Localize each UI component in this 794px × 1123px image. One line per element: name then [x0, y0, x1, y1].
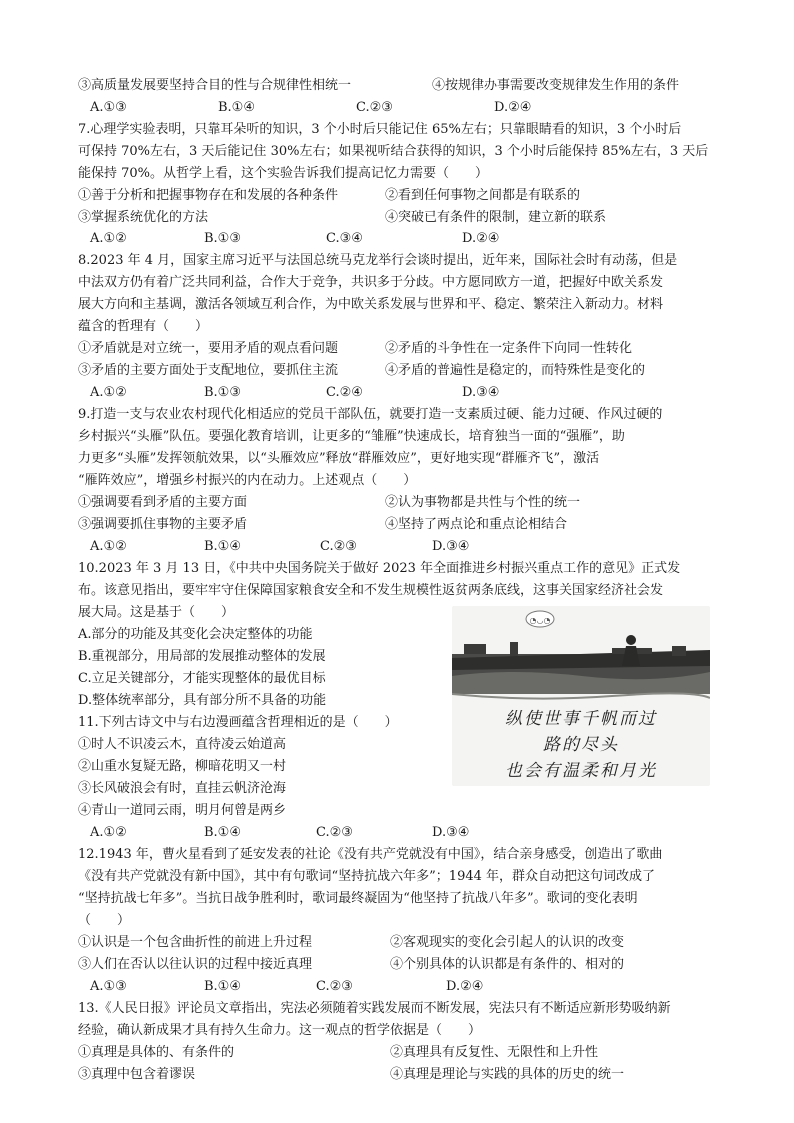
q6-statement-3: ③高质量发展要坚持合目的性与合规律性相统一 [78, 78, 352, 93]
q10-choice-b: B.重视部分，用局部的发展推动整体的发展 [78, 649, 326, 664]
q7-statement-3: ③掌握系统优化的方法 [78, 210, 209, 225]
q12-statement-2: ②客观现实的变化会引起人的认识的改变 [390, 935, 625, 950]
q7-option-b: B.①③ [204, 231, 241, 246]
q11-statement-2: ②山重水复疑无路，柳暗花明又一村 [78, 759, 287, 774]
q7-stem-line-2: 可保持 70%左右，3 天后能记住 30%左右；如果视听结合获得的知识，3 个小时后能保持 85%左右，3 天后 [78, 144, 709, 159]
q8-option-b: B.①③ [204, 385, 241, 400]
q11-option-b: B.①④ [204, 825, 241, 840]
q7-option-a: A.①② [90, 231, 127, 246]
q10-choice-d: D.整体统率部分，具有部分所不具备的功能 [78, 693, 327, 708]
q10-stem-line-2: 布。该意见指出，要牢牢守住保障国家粮食安全和不发生规模性返贫两条底线，这事关国家经济社会发 [78, 583, 664, 598]
cartoon-caption-line-3: 也会有温柔和月光 [505, 761, 657, 781]
q11-option-c: C.②③ [316, 825, 353, 840]
q9-statement-1: ①强调要看到矛盾的主要方面 [78, 495, 248, 510]
q12-option-b: B.①④ [204, 979, 241, 994]
cartoon-caption-line-2: 路的尽头 [543, 735, 619, 755]
q9-option-c: C.②③ [320, 539, 357, 554]
q6-option-d: D.②④ [494, 100, 532, 115]
q9-statement-3: ③强调要抓住事物的主要矛盾 [78, 517, 248, 532]
q6-option-a: A.①③ [90, 100, 127, 115]
q9-statement-4: ④坚持了两点论和重点论相结合 [385, 517, 568, 532]
q12-stem-line-2: 《没有共产党就没有新中国》，其中有句歌词“坚持抗战六年多”；1944 年，群众自动把这句词改成了 [78, 869, 656, 884]
q13-stem-line-1: 13.《人民日报》评论员文章指出，宪法必须随着实践发展而不断发展，宪法只有不断适应新形势吸纳新 [78, 1001, 671, 1016]
q9-option-b: B.①④ [204, 539, 241, 554]
q8-statement-2: ②矛盾的斗争性在一定条件下向同一性转化 [385, 341, 633, 356]
cartoon-illustration [452, 606, 710, 786]
q13-statement-2: ②真理具有反复性、无限性和上升性 [390, 1045, 599, 1060]
q12-option-d: D.②④ [446, 979, 484, 994]
q12-stem-line-4: （ ） [78, 913, 131, 928]
q10-stem-line-1: 10.2023 年 3 月 13 日，《中共中央国务院关于做好 2023 年全面推进乡村振兴重点工作的意见》正式发 [78, 561, 681, 576]
q13-statement-1: ①真理是具体的、有条件的 [78, 1045, 235, 1060]
q13-statement-3: ③真理中包含着谬误 [78, 1067, 196, 1082]
q12-stem-line-1: 12.1943 年，曹火星看到了延安发表的社论《没有共产党就没有中国》，结合亲身感受，创造出了歌曲 [78, 847, 663, 862]
q9-statement-2: ②认为事物都是共性与个性的统一 [385, 495, 581, 510]
q9-stem-line-2: 乡村振兴“头雁”队伍。要强化教育培训，让更多的“雏雁”快速成长，培育独当一面的“强雁”，助 [78, 429, 625, 444]
q11-statement-1: ①时人不识凌云木，直待凌云始道高 [78, 737, 287, 752]
q8-stem-line-1: 8.2023 年 4 月，国家主席习近平与法国总统马克龙举行会谈时提出，近年来，国际社会时有动荡，但是 [78, 253, 678, 268]
cartoon-caption-line-1: 纵使世事千帆而过 [505, 709, 657, 729]
svg-text:◔◡◔: ◔◡◔ [529, 616, 551, 625]
q7-option-d: D.②④ [462, 231, 500, 246]
q9-option-d: D.③④ [432, 539, 470, 554]
q12-stem-line-3: “坚持抗战七年多”。当抗日战争胜利时，歌词最终凝固为“他坚持了抗战八年多”。歌词的变化表明 [78, 891, 638, 906]
q8-option-d: D.③④ [462, 385, 500, 400]
q7-option-c: C.③④ [326, 231, 363, 246]
q6-statement-4: ④按规律办事需要改变规律发生作用的条件 [432, 78, 680, 93]
q8-statement-4: ④矛盾的普遍性是稳定的，而特殊性是变化的 [385, 363, 646, 378]
q6-option-b: B.①④ [218, 100, 255, 115]
q7-stem-line-1: 7.心理学实验表明，只靠耳朵听的知识，3 个小时后只能记住 65%左右；只靠眼睛看的知识，3 个小时后 [78, 122, 682, 137]
q11-stem: 11.下列古诗文中与右边漫画蕴含哲理相近的是（ ） [78, 715, 398, 730]
q7-stem-line-3: 能保持 70%。从哲学上看，这个实验告诉我们提高记忆力需要（ ） [78, 166, 489, 181]
q10-choice-c: C.立足关键部分，才能实现整体的最优目标 [78, 671, 326, 686]
q12-statement-4: ④个别具体的认识都是有条件的、相对的 [390, 957, 625, 972]
q8-statement-3: ③矛盾的主要方面处于支配地位，要抓住主流 [78, 363, 339, 378]
q8-stem-line-2: 中法双方仍有着广泛共同利益，合作大于竞争，共识多于分歧。中方愿同欧方一道，把握好中欧关系发 [78, 275, 664, 290]
q11-statement-4: ④青山一道同云雨，明月何曾是两乡 [78, 803, 287, 818]
q9-option-a: A.①② [90, 539, 127, 554]
q8-option-c: C.②④ [326, 385, 363, 400]
q8-option-a: A.①② [90, 385, 127, 400]
q12-option-c: C.②③ [316, 979, 353, 994]
q8-stem-line-4: 蕴含的哲理有（ ） [78, 319, 209, 334]
q6-option-c: C.②③ [356, 100, 393, 115]
q7-statement-1: ①善于分析和把握事物存在和发展的各种条件 [78, 188, 339, 203]
q11-statement-3: ③长风破浪会有时，直挂云帆济沧海 [78, 781, 287, 796]
q11-option-a: A.①② [90, 825, 127, 840]
q11-option-d: D.③④ [432, 825, 470, 840]
q8-statement-1: ①矛盾就是对立统一，要用矛盾的观点看问题 [78, 341, 339, 356]
q13-stem-line-2: 经验，确认新成果才具有持久生命力。这一观点的哲学依据是（ ） [78, 1023, 482, 1038]
q7-statement-4: ④突破已有条件的限制，建立新的联系 [385, 210, 607, 225]
q12-statement-1: ①认识是一个包含曲折性的前进上升过程 [78, 935, 313, 950]
q10-choice-a: A.部分的功能及其变化会决定整体的功能 [78, 627, 313, 642]
q9-stem-line-3: 力更多“头雁”发挥领航效果，以“头雁效应”释放“群雁效应”，更好地实现“群雁齐飞”，激活 [78, 451, 600, 466]
q7-statement-2: ②看到任何事物之间都是有联系的 [385, 188, 581, 203]
q10-stem-line-3: 展大局。这是基于（ ） [78, 605, 235, 620]
q8-stem-line-3: 展大方向和主基调，激活各领域互利合作，为中欧关系发展与世界和平、稳定、繁荣注入新动力。材料 [78, 297, 664, 312]
q13-statement-4: ④真理是理论与实践的具体的历史的统一 [390, 1067, 625, 1082]
q12-option-a: A.①③ [90, 979, 127, 994]
q12-statement-3: ③人们在否认以往认识的过程中接近真理 [78, 957, 313, 972]
q9-stem-line-4: “雁阵效应”，增强乡村振兴的内在动力。上述观点（ ） [78, 473, 417, 488]
q9-stem-line-1: 9.打造一支与农业农村现代化相适应的党员干部队伍，就要打造一支素质过硬、能力过硬、作风过硬的 [78, 407, 663, 422]
